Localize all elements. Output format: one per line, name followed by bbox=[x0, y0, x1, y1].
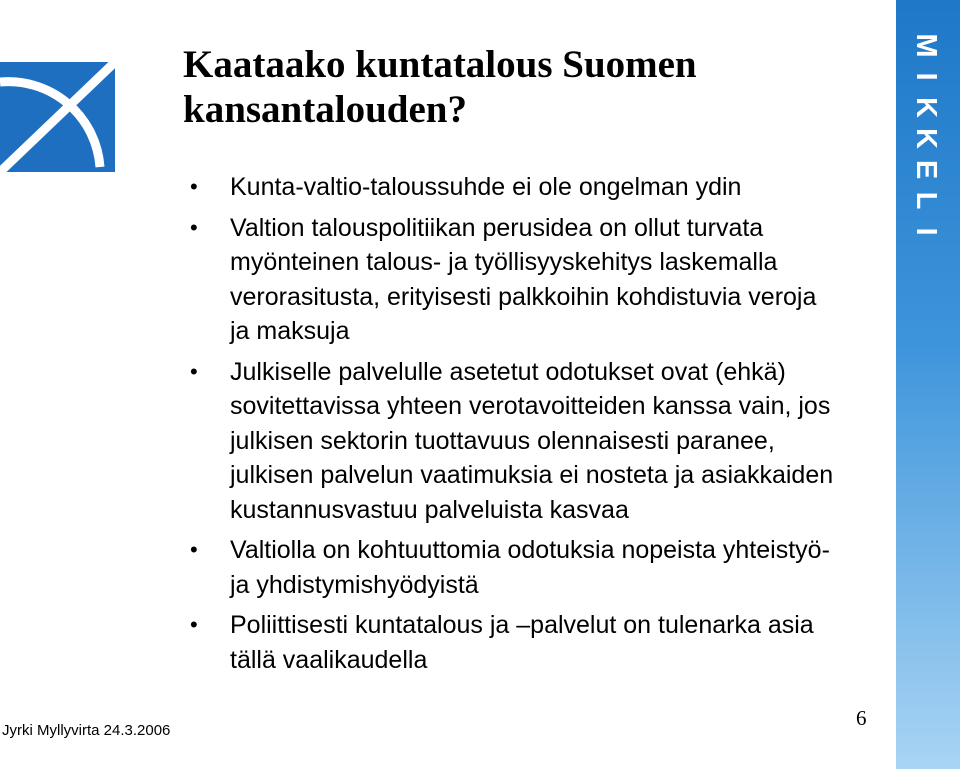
brand-letter: M bbox=[910, 33, 942, 58]
bullet-item: • Valtion talouspolitiikan perusidea on ollut turvata myönteinen talous- ja työllisyyskehitys laskemalla verorasitusta, erityisesti palkkoihin kohdistuvia veroja ja maksuja bbox=[190, 211, 840, 349]
brand-letter: I bbox=[910, 72, 942, 81]
slide-title: Kaataako kuntatalous Suomen kansantalouden? bbox=[183, 43, 697, 131]
bullet-item: • Valtiolla on kohtuuttomia odotuksia nopeista yhteistyö- ja yhdistymishyödyistä bbox=[190, 533, 840, 602]
bullet-item: • Poliittisesti kuntatalous ja –palvelut on tulenarka asia tällä vaalikaudella bbox=[190, 608, 840, 677]
brand-letter: K bbox=[910, 128, 942, 149]
bullet-list bbox=[190, 170, 840, 683]
brand-letter: L bbox=[910, 191, 942, 210]
brand-letter: K bbox=[910, 97, 942, 118]
brand-wordmark bbox=[903, 30, 948, 247]
footer-author: Jyrki Myllyvirta 24.3.2006 bbox=[2, 722, 171, 739]
bullet-item: • Julkiselle palvelulle asetetut odotukset ovat (ehkä) sovitettavissa yhteen verotavoitteiden kanssa vain, jos julkisen sektorin tuottavuus olennaisesti paranee, julkisen palvelun vaatimuksia ei nosteta ja asiakkaiden kustannusvastuu palveluista kasvaa bbox=[190, 355, 840, 528]
brand-letter: I bbox=[910, 227, 942, 236]
arc-in-square-logo-icon bbox=[0, 62, 115, 172]
brand-letter: E bbox=[910, 159, 942, 180]
page-number: 6 bbox=[856, 706, 867, 730]
bullet-item: • Kunta-valtio-taloussuhde ei ole ongelman ydin bbox=[190, 170, 840, 205]
